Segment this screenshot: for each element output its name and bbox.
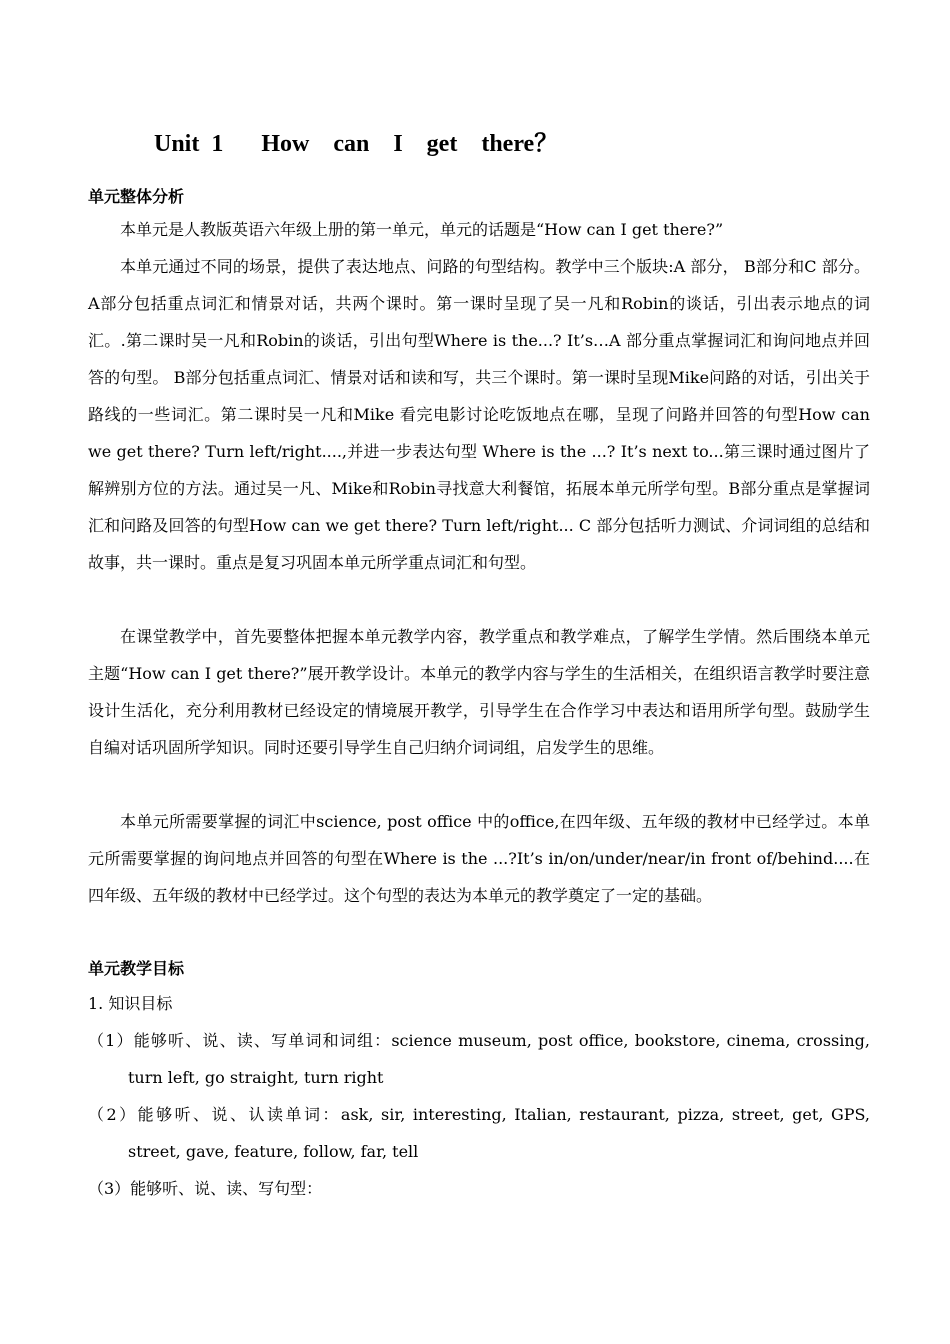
sub-heading-knowledge: 1. 知识目标 [88,994,173,1013]
paragraph-structure: 本单元通过不同的场景，提供了表达地点、问路的句型结构。教学中三个版块:A 部分， B部分和C 部分。A部分包括重点词汇和情景对话，共两个课时。第一课时呈现了吴一凡和Robin的谈话，引出表示地点的词汇。.第二课时吴一凡和Robin的谈话，引出句型Where is the...? It’s…A 部分重点掌握词汇和询问地点并回答的句型。 B部分包括重点词汇、情景对话和读和写，共三个课时。第一课时呈现Mike问路的对话，引出关于路线的一些词汇。第二课时吴一凡和Mike 看完电影讨论吃饭地点在哪，呈现了问路并回答的句型How can we get there? Turn left/right....,并进一步表达句型 Where is the ...? It’s next to...第三课时通过图片了解辨别方位的方法。通过吴一凡、Mike和Robin寻找意大利餐馆，拓展本单元所学句型。B部分重点是掌握词汇和问路及回答的句型How can we get there? Turn left/right... C 部分包括听力测试、介词词组的总结和故事，共一课时。重点是复习巩固本单元所学重点词汇和句型。 [88,257,870,572]
objective-item-2: （2）能够听、说、认读单词：ask, sir, interesting, Italian, restaurant, pizza, street, get, GPS, street, gave, feature, follow, far, tell [88,1105,870,1161]
unit-title [154,123,558,158]
paragraph-vocabulary: 本单元所需要掌握的词汇中science, post office 中的office,在四年级、五年级的教材中已经学过。本单元所需要掌握的询问地点并回答的句型在Where is the ...?It’s in/on/under/near/in front of/behind....在四年级、五年级的教材中已经学过。这个句型的表达为本单元的教学奠定了一定的基础。 [88,812,870,905]
unit-question: How can I get there？ [261,131,559,157]
objective-item-3: （3）能够听、说、读、写句型： [88,1179,323,1198]
objective-item-1: （1）能够听、说、读、写单词和词组：science museum, post office, bookstore, cinema, crossing, turn left, go straight, turn right [88,1031,870,1087]
section-heading-objectives: 单元教学目标 [88,959,185,978]
unit-number: Unit 1 [154,131,224,157]
paragraph-teaching: 在课堂教学中，首先要整体把握本单元教学内容，教学重点和教学难点，了解学生学情。然后围绕本单元主题“How can I get there?”展开教学设计。本单元的教学内容与学生的生活相关，在组织语言教学时要注意设计生活化，充分利用教材已经设定的情境展开教学，引导学生在合作学习中表达和语用所学句型。鼓励学生自编对话巩固所学知识。同时还要引导学生自己归纳介词词组，启发学生的思维。 [88,627,870,757]
section-heading-analysis: 单元整体分析 [88,187,185,206]
paragraph-intro: 本单元是人教版英语六年级上册的第一单元，单元的话题是“How can I get there?” [120,220,724,239]
